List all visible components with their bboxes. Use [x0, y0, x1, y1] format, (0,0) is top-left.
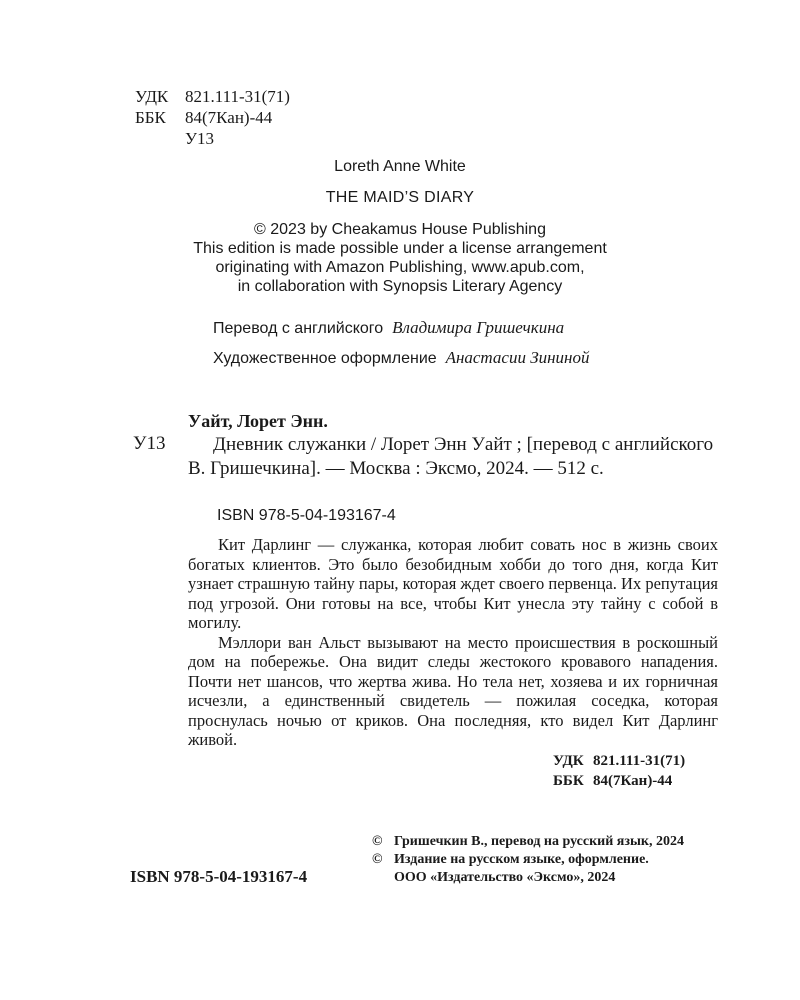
translation-credit — [213, 318, 564, 338]
design-label: Художественное оформление — [213, 350, 437, 367]
classification-block — [135, 86, 290, 149]
udk-value: 821.111-31(71) — [185, 87, 290, 106]
bbk-label: ББК — [135, 108, 166, 127]
copyright-symbol: © — [372, 834, 383, 849]
udk-label: УДК — [135, 87, 169, 106]
isbn-bottom: ISBN 978-5-04-193167-4 — [130, 867, 308, 886]
card-isbn: ISBN 978-5-04-193167-4 — [217, 507, 396, 524]
copyright-line: in collaboration with Synopsis Literary Agency — [237, 278, 563, 295]
udk-label: УДК — [553, 753, 584, 769]
translator-name: Владимира Гришечкина — [392, 318, 565, 337]
original-title: THE MAID’S DIARY — [325, 189, 475, 206]
author-sign: У13 — [185, 129, 215, 148]
designer-name: Анастасии Зининой — [445, 348, 590, 367]
rights-block — [372, 833, 684, 887]
copyright-line: © 2023 by Cheakamus House Publishing — [254, 221, 546, 238]
rights-line: ООО «Издательство «Эксмо», 2024 — [394, 870, 616, 885]
rights-line: Гришечкин В., перевод на русский язык, 2024 — [394, 834, 684, 849]
bbk-label: ББК — [553, 773, 584, 789]
design-credit — [213, 348, 590, 368]
card-author-heading: Уайт, Лорет Энн. — [188, 411, 328, 431]
copyright-symbol: © — [372, 852, 383, 867]
translation-label: Перевод с английского — [213, 320, 384, 337]
original-author: Loreth Anne White — [334, 158, 466, 175]
card-description: Дневник служанки / Лорет Энн Уайт ; [перевод с английского В. Гришечкина]. — Москва : Эксмо, 2024. — 512 с. — [188, 434, 714, 479]
udk-value: 821.111-31(71) — [593, 753, 686, 769]
annotation — [188, 535, 718, 750]
annotation-paragraph: Мэллори ван Альст вызывают на место происшествия в роскошный дом на побережье. Она видит следы жестокого кровавого нападения. Почти нет шансов, что жертва жива. Но тела нет, хозяева и их горничная исчезли, а единственный свидетель — пожилая соседка, которая проснулась ночью от криков. Она последняя, кто видел Кит Дарлинг живой. — [188, 632, 718, 749]
rights-line: Издание на русском языке, оформление. — [394, 852, 649, 867]
card-code: У13 — [133, 433, 166, 454]
original-copyright — [130, 220, 670, 296]
bbk-value: 84(7Кан)-44 — [593, 773, 673, 789]
copyright-line: This edition is made possible under a license arrangement — [193, 240, 607, 257]
copyright-line: originating with Amazon Publishing, www.apub.com, — [215, 259, 585, 276]
bbk-value: 84(7Кан)-44 — [185, 108, 273, 127]
annotation-paragraph: Кит Дарлинг — служанка, которая любит совать нос в жизнь своих богатых клиентов. Это было безобидным хобби до того дня, когда Кит узнает страшную тайну пары, которая ждет своего первенца. Их репутация под угрозой. Они готовы на все, чтобы Кит унесла эту тайну с собой в могилу. — [188, 535, 718, 632]
classification-bottom — [553, 751, 685, 791]
